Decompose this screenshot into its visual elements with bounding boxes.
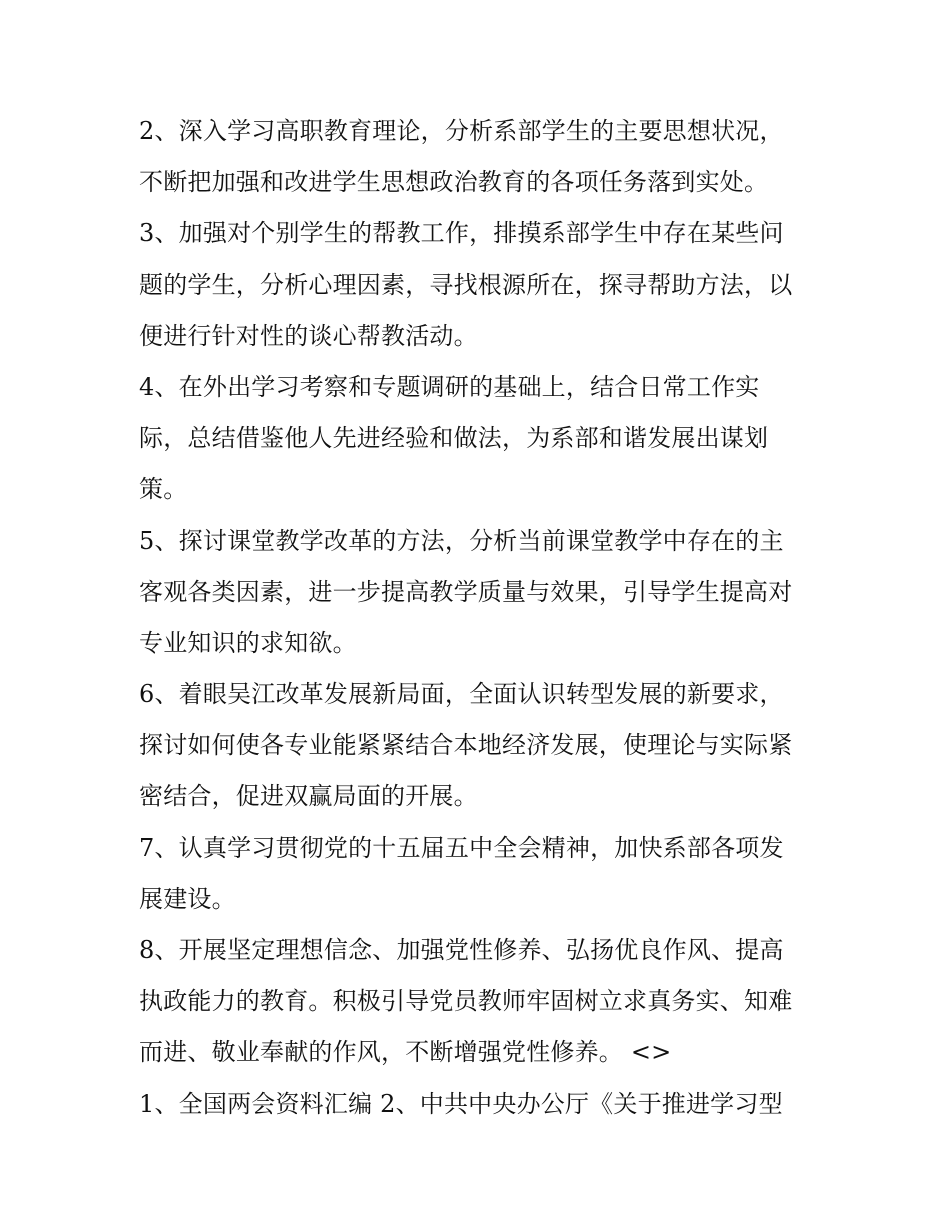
text-line: 1、全国两会资料汇编 2、中共中央办公厅《关于推进学习型 — [139, 1089, 783, 1118]
text-line: 5、探讨课堂教学改革的方法，分析当前课堂教学中存在的主 — [139, 526, 784, 555]
text-line: 密结合，促进双赢局面的开展。 — [139, 782, 478, 811]
text-line: 7、认真学习贯彻党的十五届五中全会精神，加快系部各项发 — [139, 833, 784, 862]
text-line: 而进、敬业奉献的作风，不断增强党性修养。 <> — [139, 1038, 672, 1067]
text-line: 8、开展坚定理想信念、加强党性修养、弘扬优良作风、提高 — [139, 936, 784, 964]
text-line: 探讨如何使各专业能紧紧结合本地经济发展，使理论与实际紧 — [139, 731, 793, 760]
text-line: 题的学生，分析心理因素，寻找根源所在，探寻帮助方法，以 — [139, 270, 793, 299]
text-line: 便进行针对性的谈心帮教活动。 — [139, 321, 478, 350]
text-line: 6、着眼吴江改革发展新局面，全面认识转型发展的新要求， — [139, 680, 784, 709]
text-line: 际，总结借鉴他人先进经验和做法，为系部和谐发展出谋划 — [139, 424, 769, 453]
text-line: 专业知识的求知欲。 — [139, 628, 357, 657]
text-line: 客观各类因素，进一步提高教学质量与效果，引导学生提高对 — [139, 577, 793, 606]
text-line: 4、在外出学习考察和专题调研的基础上，结合日常工作实 — [139, 372, 760, 401]
text-line: 不断把加强和改进学生思想政治教育的各项任务落到实处。 — [139, 168, 769, 197]
text-line: 执政能力的教育。积极引导党员教师牢固树立求真务实、知难 — [139, 987, 793, 1016]
document-body — [139, 106, 819, 1130]
text-line: 3、加强对个别学生的帮教工作，排摸系部学生中存在某些问 — [139, 219, 784, 248]
text-line: 展建设。 — [139, 884, 236, 913]
text-line: 策。 — [139, 475, 188, 504]
text-line: 2、深入学习高职教育理论，分析系部学生的主要思想状况， — [139, 117, 784, 145]
